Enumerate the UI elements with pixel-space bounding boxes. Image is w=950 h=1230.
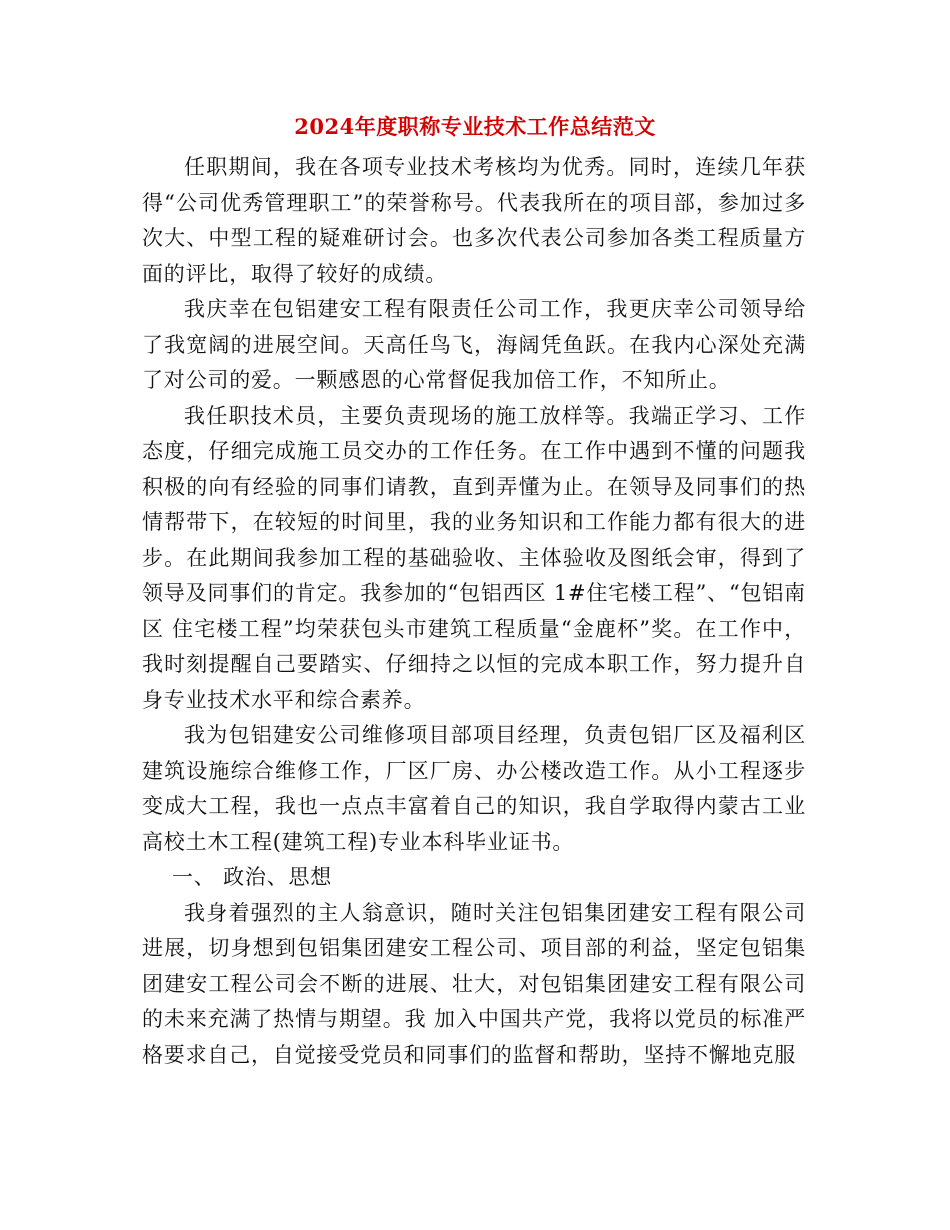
section-heading-politics: 一、 政治、思想 <box>172 865 333 889</box>
paragraph-2: 我庆幸在包铝建安工程有限责任公司工作，我更庆幸公司领导给了我宽阔的进展空间。天高任鸟飞，海阔凭鱼跃。在我内心深处充满了对公司的爱。一颗感恩的心常督促我加倍工作，不知所止。 <box>142 297 806 392</box>
paragraph-3: 我任职技术员，主要负责现场的施工放样等。我端正学习、工作态度，仔细完成施工员交办的工作任务。在工作中遇到不懂的问题我积极的向有经验的同事们请教，直到弄懂为止。在领导及同事们的热情帮带下，在较短的时间里，我的业务知识和工作能力都有很大的进步。在此期间我参加工程的基础验收、主体验收及图纸会审，得到了领导及同事们的肯定。我参加的“包铝西区 1#住宅楼工程”、“包铝南区 住宅楼工程”均荣获包头市建筑工程质量“金鹿杯”奖。在工作中，我时刻提醒自己要踏实、仔细持之以恒的完成本职工作，努力提升自身专业技术水平和综合素养。 <box>142 403 806 712</box>
paragraph-4: 我为包铝建安公司维修项目部项目经理，负责包铝厂区及福利区建筑设施综合维修工作，厂区厂房、办公楼改造工作。从小工程逐步变成大工程，我也一点点丰富着自己的知识，我自学取得内蒙古工业高校土木工程(建筑工程)专业本科毕业证书。 <box>142 723 806 854</box>
paragraph-5: 我身着强烈的主人翁意识，随时关注包铝集团建安工程有限公司进展，切身想到包铝集团建安工程公司、项目部的利益，坚定包铝集团建安工程公司会不断的进展、壮大，对包铝集团建安工程有限公司的未来充满了热情与期望。我 加入中国共产党，我将以党员的标准严格要求自己，自觉接受党员和同事们的监督和帮助，坚持不懈地克服 <box>142 900 806 1067</box>
paragraph-1: 任职期间，我在各项专业技术考核均为优秀。同时，连续几年获得“公司优秀管理职工”的荣誉称号。代表我所在的项目部，参加过多次大、中型工程的疑难研讨会。也多次代表公司参加各类工程质量方面的评比，取得了较好的成绩。 <box>142 155 806 286</box>
document-title: 2024年度职称专业技术工作总结范文 <box>294 114 656 139</box>
document-body <box>142 150 806 1073</box>
